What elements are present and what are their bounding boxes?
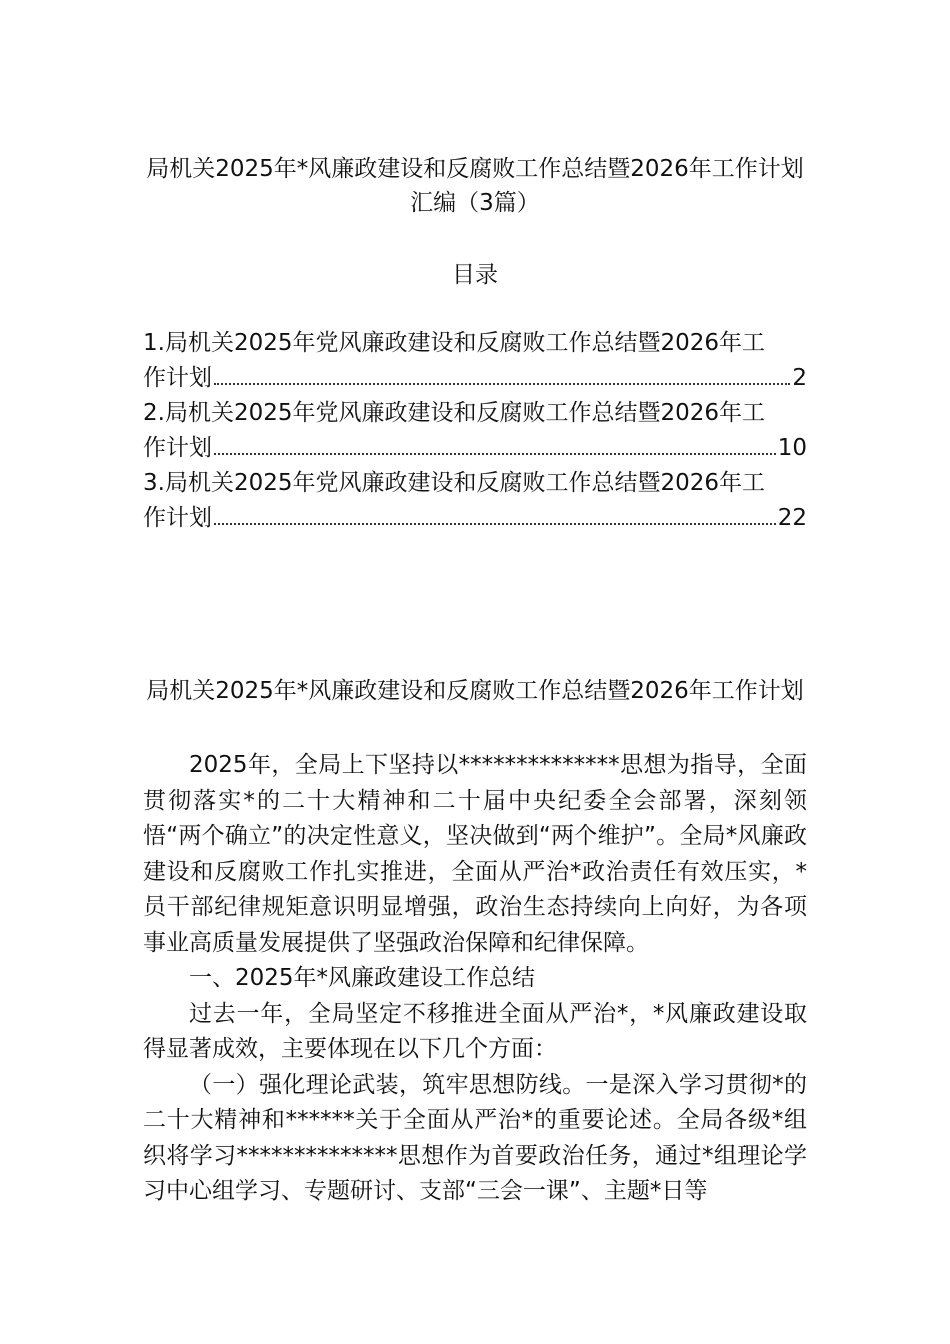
toc-entry[interactable] <box>143 396 807 466</box>
toc-entry-title-cont: 作计划 <box>143 365 212 391</box>
toc-dot-leader <box>214 523 776 525</box>
toc-entry[interactable] <box>143 466 807 536</box>
body-paragraph: 过去一年，全局坚定不移推进全面从严治*，*风廉政建设取得显著成效，主要体现在以下几个方面： <box>143 1000 807 1062</box>
toc-page-number: 10 <box>777 435 807 461</box>
toc-dot-leader <box>214 383 790 385</box>
toc-dot-leader <box>214 453 776 455</box>
document-title: 局机关2025年*风廉政建设和反腐败工作总结暨2026年工作计划汇编（3篇） <box>146 156 804 216</box>
article-title: 局机关2025年*风廉政建设和反腐败工作总结暨2026年工作计划 <box>146 678 804 704</box>
toc-entry-title: 1.局机关2025年党风廉政建设和反腐败工作总结暨2026年工 <box>143 330 766 356</box>
body-paragraph: 2025年，全局上下坚持以**************思想为指导，全面贯彻落实*的二十大精神和二十届中央纪委全会部署，深刻领悟“两个确立”的决定性意义，坚决做到“两个维护”。全局*风廉政建设和反腐败工作扎实推进，全面从严治*政治责任有效压实，*员干部纪律规矩意识明显增强，政治生态持续向上向好，为各项事业高质量发展提供了坚强政治保障和纪律保障。 <box>143 752 807 956</box>
toc-page-number: 22 <box>777 505 807 531</box>
toc-entry-title: 2.局机关2025年党风廉政建设和反腐败工作总结暨2026年工 <box>143 400 766 426</box>
table-of-contents <box>143 326 807 536</box>
toc-heading: 目录 <box>452 262 498 288</box>
section-heading: 一、2025年*风廉政建设工作总结 <box>189 965 536 991</box>
toc-entry-title: 3.局机关2025年党风廉政建设和反腐败工作总结暨2026年工 <box>143 470 766 496</box>
toc-entry-title-cont: 作计划 <box>143 435 212 461</box>
toc-entry[interactable] <box>143 326 807 396</box>
toc-entry-title-cont: 作计划 <box>143 505 212 531</box>
toc-page-number: 2 <box>792 365 807 391</box>
article-body <box>143 748 807 1210</box>
body-paragraph: （一）强化理论武装，筑牢思想防线。一是深入学习贯彻*的二十大精神和******关于全面从严治*的重要论述。全局各级*组织将学习**************思想作为首要政治任务，通过*组理论学习中心组学习、专题研讨、支部“三会一课”、主题*日等 <box>143 1071 807 1204</box>
